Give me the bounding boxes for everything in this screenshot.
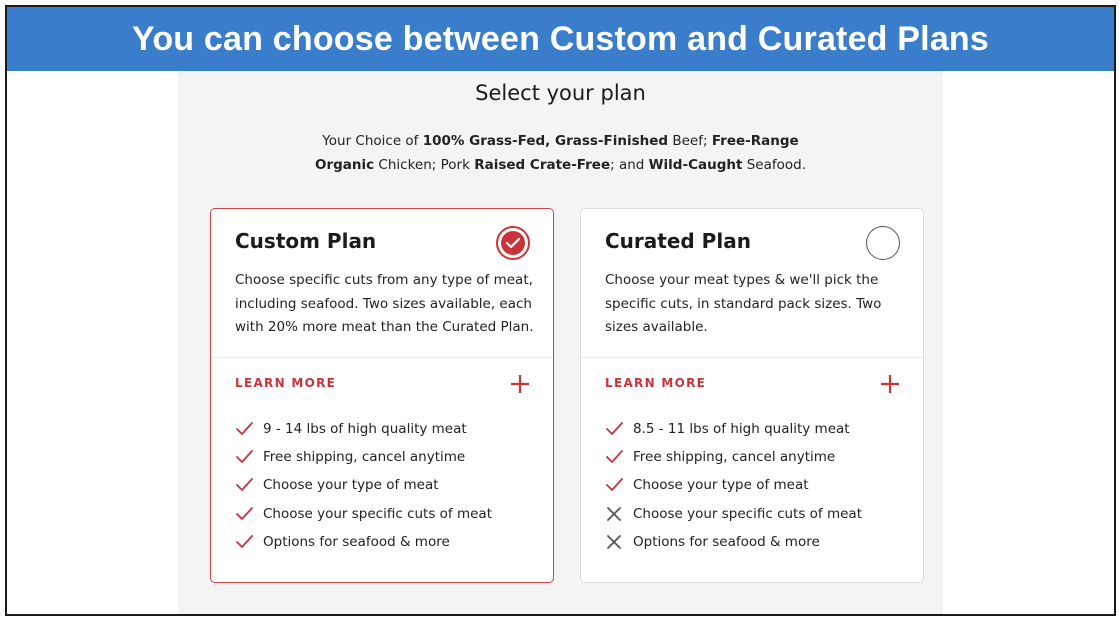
- intro-emphasis: Raised Crate-Free: [474, 157, 611, 173]
- check-icon: [235, 534, 255, 550]
- cross-icon: [605, 506, 625, 522]
- feature-label: Free shipping, cancel anytime: [263, 449, 466, 466]
- feature-label: Options for seafood & more: [263, 533, 450, 550]
- plan-name: Custom Plan: [235, 229, 377, 253]
- intro-emphasis: Free-Range: [711, 133, 799, 149]
- check-icon: [235, 477, 255, 493]
- feature-list: [235, 415, 492, 556]
- intro-emphasis: Organic: [314, 157, 375, 173]
- description-line: Choose your meat types & we'll pick the: [605, 272, 879, 288]
- plan-description: [605, 269, 905, 340]
- curated-plan-card[interactable]: [580, 208, 924, 583]
- intro-emphasis: 100% Grass-Fed, Grass-Finished: [422, 133, 669, 149]
- learn-more-link[interactable]: LEARN MORE: [605, 376, 707, 390]
- intro-line-2: [238, 153, 883, 177]
- feature-item: [235, 443, 492, 471]
- plan-description: [235, 269, 535, 340]
- description-line: sizes available.: [605, 319, 708, 335]
- description-line: with 20% more meat than the Curated Plan.: [235, 319, 534, 335]
- feature-item: [605, 443, 862, 471]
- feature-item: [235, 415, 492, 443]
- intro-text-run: ; and: [610, 157, 649, 173]
- slide-frame: [5, 5, 1116, 616]
- check-icon: [235, 421, 255, 437]
- plan-name: Curated Plan: [605, 229, 751, 253]
- check-icon: [505, 236, 521, 250]
- intro-emphasis: Wild-Caught: [648, 157, 743, 173]
- feature-label: Free shipping, cancel anytime: [633, 449, 836, 466]
- divider: [211, 357, 553, 358]
- learn-more-link[interactable]: LEARN MORE: [235, 376, 337, 390]
- intro-text-run: Seafood.: [742, 157, 807, 173]
- feature-item: [235, 471, 492, 499]
- feature-label: 8.5 - 11 lbs of high quality meat: [633, 421, 850, 438]
- intro-line-1: [238, 129, 883, 153]
- divider: [581, 357, 923, 358]
- feature-label: Choose your specific cuts of meat: [263, 505, 492, 522]
- cross-icon: [605, 534, 625, 550]
- plus-icon[interactable]: [511, 375, 529, 393]
- feature-item: [605, 471, 862, 499]
- plan-radio-checked[interactable]: [496, 226, 530, 260]
- feature-label: Choose your specific cuts of meat: [633, 505, 862, 522]
- check-icon: [235, 506, 255, 522]
- check-icon: [235, 449, 255, 465]
- check-icon: [605, 477, 625, 493]
- description-line: including seafood. Two sizes available, each: [235, 295, 532, 312]
- feature-item: [605, 500, 862, 528]
- feature-item: [605, 415, 862, 443]
- feature-label: 9 - 14 lbs of high quality meat: [263, 421, 467, 438]
- feature-list: [605, 415, 862, 556]
- feature-label: Choose your type of meat: [633, 477, 809, 494]
- feature-item: [235, 528, 492, 556]
- feature-item: [235, 500, 492, 528]
- banner-title: You can choose between Custom and Curated Plans: [131, 19, 990, 58]
- intro-text-run: Your Choice of: [322, 133, 423, 149]
- description-line: specific cuts, in standard pack sizes. Two: [605, 295, 882, 312]
- intro-text-run: Chicken; Pork: [374, 157, 475, 173]
- check-icon: [605, 449, 625, 465]
- feature-label: Options for seafood & more: [633, 533, 820, 550]
- plan-radio-unchecked[interactable]: [866, 226, 900, 260]
- custom-plan-card[interactable]: [210, 208, 554, 583]
- description-line: Choose specific cuts from any type of meat,: [235, 272, 533, 288]
- page-title: Select your plan: [475, 81, 646, 105]
- intro-text: [238, 129, 883, 177]
- plus-icon[interactable]: [881, 375, 899, 393]
- intro-text-run: Beef;: [668, 133, 712, 149]
- feature-item: [605, 528, 862, 556]
- banner: [7, 7, 1114, 71]
- plan-selection-panel: [178, 71, 943, 614]
- feature-label: Choose your type of meat: [263, 477, 439, 494]
- check-icon: [605, 421, 625, 437]
